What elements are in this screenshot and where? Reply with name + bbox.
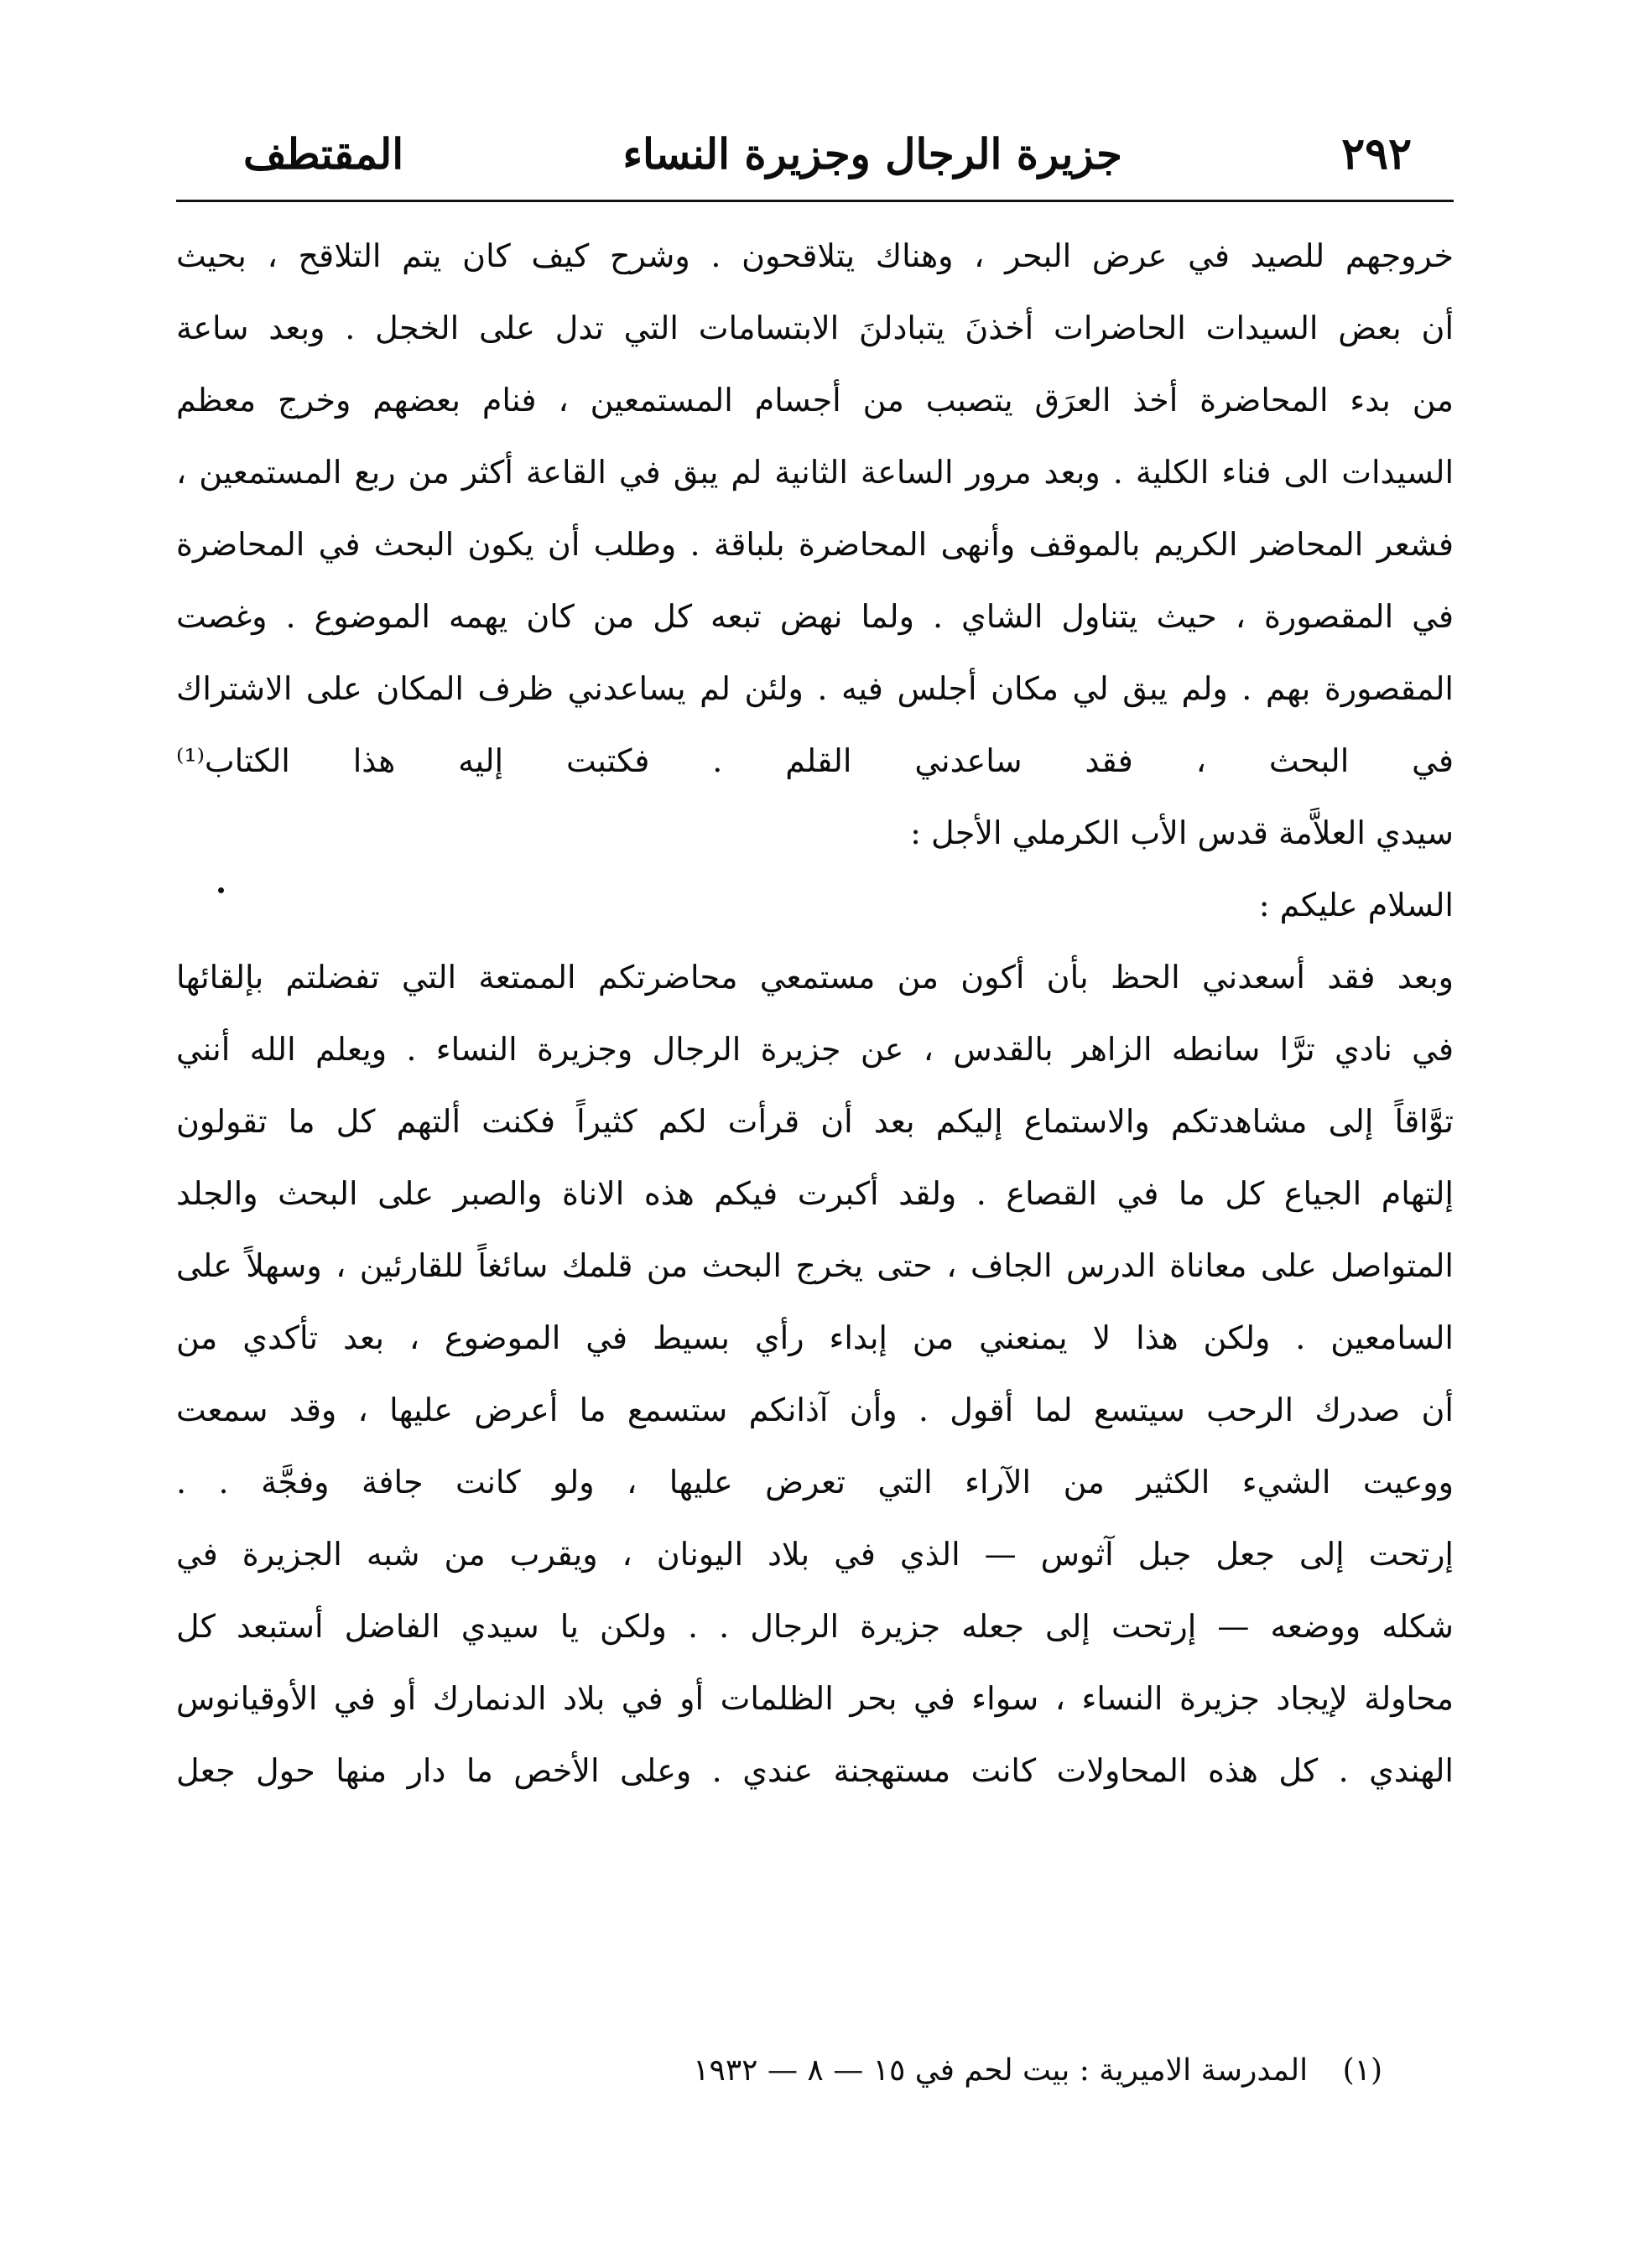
footnote-text: المدرسة الاميرية : بيت لحم في ١٥ — ٨ — ١٩٣٢ <box>693 2053 1309 2088</box>
page-number: ٢٩٢ <box>1341 127 1412 179</box>
text-line: وبعد فقد أسعدني الحظ بأن أكون من مستمعي محاضرتكم الممتعة التي تفضلتم بإلقائها <box>176 959 1454 996</box>
text-line: السيدات الى فناء الكلية . وبعد مرور الساعة الثانية لم يبق في القاعة أكثر من ربع المستمعين ، <box>176 454 1454 491</box>
text-line: توَّاقاً إلى مشاهدتكم والاستماع إليكم بعد أن قرأت لكم كثيراً فكنت ألتهم كل ما تقولون <box>176 1103 1454 1140</box>
letter-greeting: السلام عليكم : <box>1258 887 1454 923</box>
text-line: إرتحت إلى جعل جبل آثوس — الذي في بلاد اليونان ، ويقرب من شبه الجزيرة في <box>176 1536 1454 1573</box>
text-line: شكله ووضعه — إرتحت إلى جعله جزيرة الرجال . . ولكن يا سيدي الفاضل أستبعد كل <box>176 1608 1454 1645</box>
text-line: المتواصل على معاناة الدرس الجاف ، حتى يخرج البحث من قلمك سائغاً للقارئين ، وسهلاً على <box>176 1247 1454 1284</box>
footnote-marker: (١) <box>1342 2053 1382 2088</box>
text-line: خروجهم للصيد في عرض البحر ، وهناك يتلاقحون . وشرح كيف كان يتم التلاقح ، بحيث <box>176 237 1454 274</box>
text-line: في نادي ترَّا سانطه الزاهر بالقدس ، عن جزيرة الرجال وجزيرة النساء . ويعلم الله أنني <box>176 1031 1454 1068</box>
journal-name: المقتطف <box>243 128 404 179</box>
text-line: فشعر المحاضر الكريم بالموقف وأنهى المحاضرة بلباقة . وطلب أن يكون البحث في المحاضرة <box>176 526 1454 563</box>
text-line: السامعين . ولكن هذا لا يمنعني من إبداء رأي بسيط في الموضوع ، بعد تأكدي من <box>176 1319 1454 1356</box>
text-line: أن بعض السيدات الحاضرات أخذنَ يتبادلنَ الابتسامات التي تدل على الخجل . وبعد ساعة <box>176 310 1454 346</box>
text-line: في المقصورة ، حيث يتناول الشاي . ولما نهض تبعه كل من كان يهمه الموضوع . وغصت <box>176 598 1454 635</box>
letter-salutation: سيدي العلاَّمة قدس الأب الكرملي الأجل : <box>910 814 1454 851</box>
header-rule <box>176 200 1454 202</box>
text-line: من بدء المحاضرة أخذ العرَق يتصبب من أجسام المستمعين ، فنام بعضهم وخرج معظم <box>176 382 1454 419</box>
text-line: إلتهام الجياع كل ما في القصاع . ولقد أكبرت فيكم هذه الاناة والصبر على البحث والجلد <box>176 1175 1454 1212</box>
text-line: محاولة لإيجاد جزيرة النساء ، سواء في بحر الظلمات أو في بلاد الدنمارك أو في الأوقيانوس <box>176 1680 1454 1717</box>
text-line: أن صدرك الرحب سيتسع لما أقول . وأن آذانكم ستسمع ما أعرض عليها ، وقد سمعت <box>176 1391 1454 1428</box>
running-title: جزيرة الرجال وجزيرة النساء <box>622 128 1122 179</box>
text-line: المقصورة بهم . ولم يبق لي مكان أجلس فيه . ولئن لم يساعدني ظرف المكان على الاشتراك <box>176 670 1454 707</box>
page-header <box>243 124 1412 183</box>
body-text <box>176 220 1454 1807</box>
footnote <box>544 2053 1382 2088</box>
text-line: الهندي . كل هذه المحاولات كانت مستهجنة عندي . وعلى الأخص ما دار منها حول جعل <box>176 1752 1454 1789</box>
text-line: في البحث ، فقد ساعدني القلم . فكتبت إليه هذا الكتاب⁽¹⁾ <box>176 742 1454 779</box>
text-line: ووعيت الشيء الكثير من الآراء التي تعرض عليها ، ولو كانت جافة وفجَّة . . <box>176 1464 1454 1501</box>
